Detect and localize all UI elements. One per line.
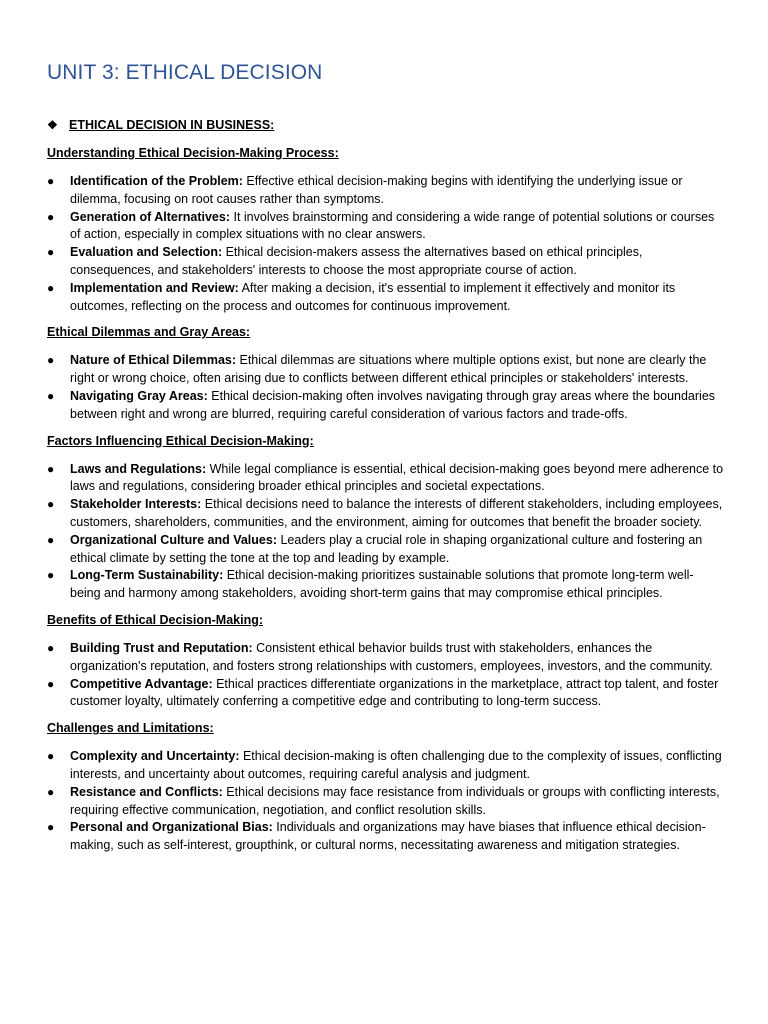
list-item [47, 567, 724, 603]
bullet-list [47, 640, 724, 711]
list-item-term: Personal and Organizational Bias: [70, 820, 273, 835]
list-item [47, 280, 724, 316]
list-item-text: After making a decision, it's essential to implement it effectively and monitor its outcomes, reflecting on the process and outcomes for continuous improvement. [70, 280, 676, 313]
bullet-icon: ● [47, 568, 55, 583]
section [47, 433, 724, 603]
list-item-text: Ethical decision-making prioritizes sustainable solutions that promote long-term well-being and harmony among stakeholders, avoiding short-term gains that may compromise ethical principles. [70, 568, 694, 601]
list-item [47, 461, 724, 497]
list-item-term: Generation of Alternatives: [70, 209, 230, 224]
section [47, 324, 724, 423]
list-item-term: Building Trust and Reputation: [70, 640, 253, 655]
list-item-text: Ethical decision-making is often challenging due to the complexity of issues, conflicting interests, and uncertainty about outcomes, requiring careful analysis and judgment. [70, 749, 722, 781]
list-item-term: Laws and Regulations: [70, 461, 207, 476]
list-item [47, 748, 724, 784]
list-item-term: Stakeholder Interests: [70, 497, 202, 512]
main-heading [47, 117, 724, 133]
bullet-icon: ● [47, 784, 55, 799]
section-heading: Benefits of Ethical Decision-Making: [47, 612, 264, 627]
list-item [47, 640, 724, 676]
section [47, 145, 724, 315]
list-item-term: Competitive Advantage: [70, 676, 213, 691]
list-item [47, 244, 724, 280]
list-item-text: Individuals and organizations may have biases that influence ethical decision-making, such as self-interest, groupthink, or cultural norms, necessitating awareness and mitigation strategies. [70, 820, 706, 853]
section-heading: Ethical Dilemmas and Gray Areas: [47, 325, 251, 340]
bullet-icon: ● [47, 353, 55, 368]
list-item-text: While legal compliance is essential, ethical decision-making goes beyond mere adherence to laws and regulations, considering broader ethical principles and societal expectations. [70, 461, 724, 494]
bullet-list [47, 352, 724, 423]
list-item-text: Consistent ethical behavior builds trust with stakeholders, enhances the organization's reputation, and fosters strong relationships with customers, employees, investors, and the community. [70, 640, 713, 673]
bullet-icon: ● [47, 280, 55, 295]
section [47, 720, 724, 855]
section-heading: Understanding Ethical Decision-Making Process: [47, 146, 339, 160]
list-item-term: Nature of Ethical Dilemmas: [70, 353, 237, 368]
list-item [47, 209, 724, 245]
page-title: UNIT 3: ETHICAL DECISION [47, 61, 323, 84]
list-item-term: Evaluation and Selection: [70, 245, 223, 260]
list-item-term: Complexity and Uncertainty: [70, 749, 240, 764]
list-item-term: Identification of the Problem: [70, 174, 243, 188]
list-item-term: Organizational Culture and Values: [70, 532, 277, 547]
list-item [47, 173, 724, 209]
bullet-icon: ● [47, 497, 55, 512]
list-item-term: Navigating Gray Areas: [70, 388, 208, 403]
sections-container [47, 145, 724, 855]
bullet-icon: ● [47, 820, 55, 835]
bullet-list [47, 748, 724, 855]
list-item [47, 496, 724, 532]
list-item-term: Long-Term Sustainability: [70, 568, 224, 583]
bullet-icon: ● [47, 640, 55, 655]
list-item-text: Leaders play a crucial role in shaping organizational culture and fostering an ethical climate by setting the tone at the top and leading by example. [70, 532, 703, 565]
list-item [47, 388, 724, 424]
list-item [47, 352, 724, 388]
list-item-text: Effective ethical decision-making begins with identifying the underlying issue or dilemma, focusing on root causes rather than symptoms. [70, 174, 683, 206]
list-item-term: Resistance and Conflicts: [70, 784, 223, 799]
list-item [47, 676, 724, 712]
bullet-icon: ● [47, 245, 55, 260]
bullet-icon: ● [47, 209, 55, 224]
list-item-term: Implementation and Review: [70, 280, 239, 295]
list-item-text: Ethical decision-makers assess the alternatives based on ethical principles, consequences, and stakeholders' interests to choose the most appropriate course of action. [70, 245, 643, 277]
bullet-icon: ● [47, 174, 55, 188]
diamond-bullet-icon: ❖ [47, 118, 58, 132]
bullet-list [47, 173, 724, 315]
section-heading: Factors Influencing Ethical Decision-Making: [47, 433, 314, 448]
list-item [47, 784, 724, 820]
bullet-list [47, 461, 724, 603]
list-item-text: Ethical decisions may face resistance from individuals or groups with conflicting interests, requiring effective communication, negotiation, and conflict resolution skills. [70, 784, 720, 817]
list-item-text: It involves brainstorming and considering a wide range of potential solutions or courses of action, especially in complex situations with no clear answers. [70, 209, 715, 242]
section-heading: Challenges and Limitations: [47, 721, 214, 736]
bullet-icon: ● [47, 532, 55, 547]
bullet-icon: ● [47, 676, 55, 691]
section [47, 612, 724, 711]
list-item [47, 532, 724, 568]
main-heading-label: ETHICAL DECISION IN BUSINESS: [69, 118, 275, 132]
list-item [47, 819, 724, 855]
bullet-icon: ● [47, 749, 55, 764]
list-item-text: Ethical dilemmas are situations where multiple options exist, but none are clearly the right or wrong choice, often arising due to conflicts between different ethical principles or stakeholders' interests. [70, 353, 707, 386]
list-item-text: Ethical decision-making often involves navigating through gray areas where the boundaries between right and wrong are blurred, requiring careful consideration of various factors and trade-offs. [70, 388, 716, 421]
bullet-icon: ● [47, 388, 55, 403]
list-item-text: Ethical practices differentiate organizations in the marketplace, attract top talent, and foster customer loyalty, ultimately conferring a competitive edge and contributing to long-term success. [70, 676, 719, 709]
bullet-icon: ● [47, 461, 55, 476]
list-item-text: Ethical decisions need to balance the interests of different stakeholders, including employees, customers, shareholders, communities, and the environment, aiming for outcomes that benefit the broader society. [70, 497, 723, 529]
